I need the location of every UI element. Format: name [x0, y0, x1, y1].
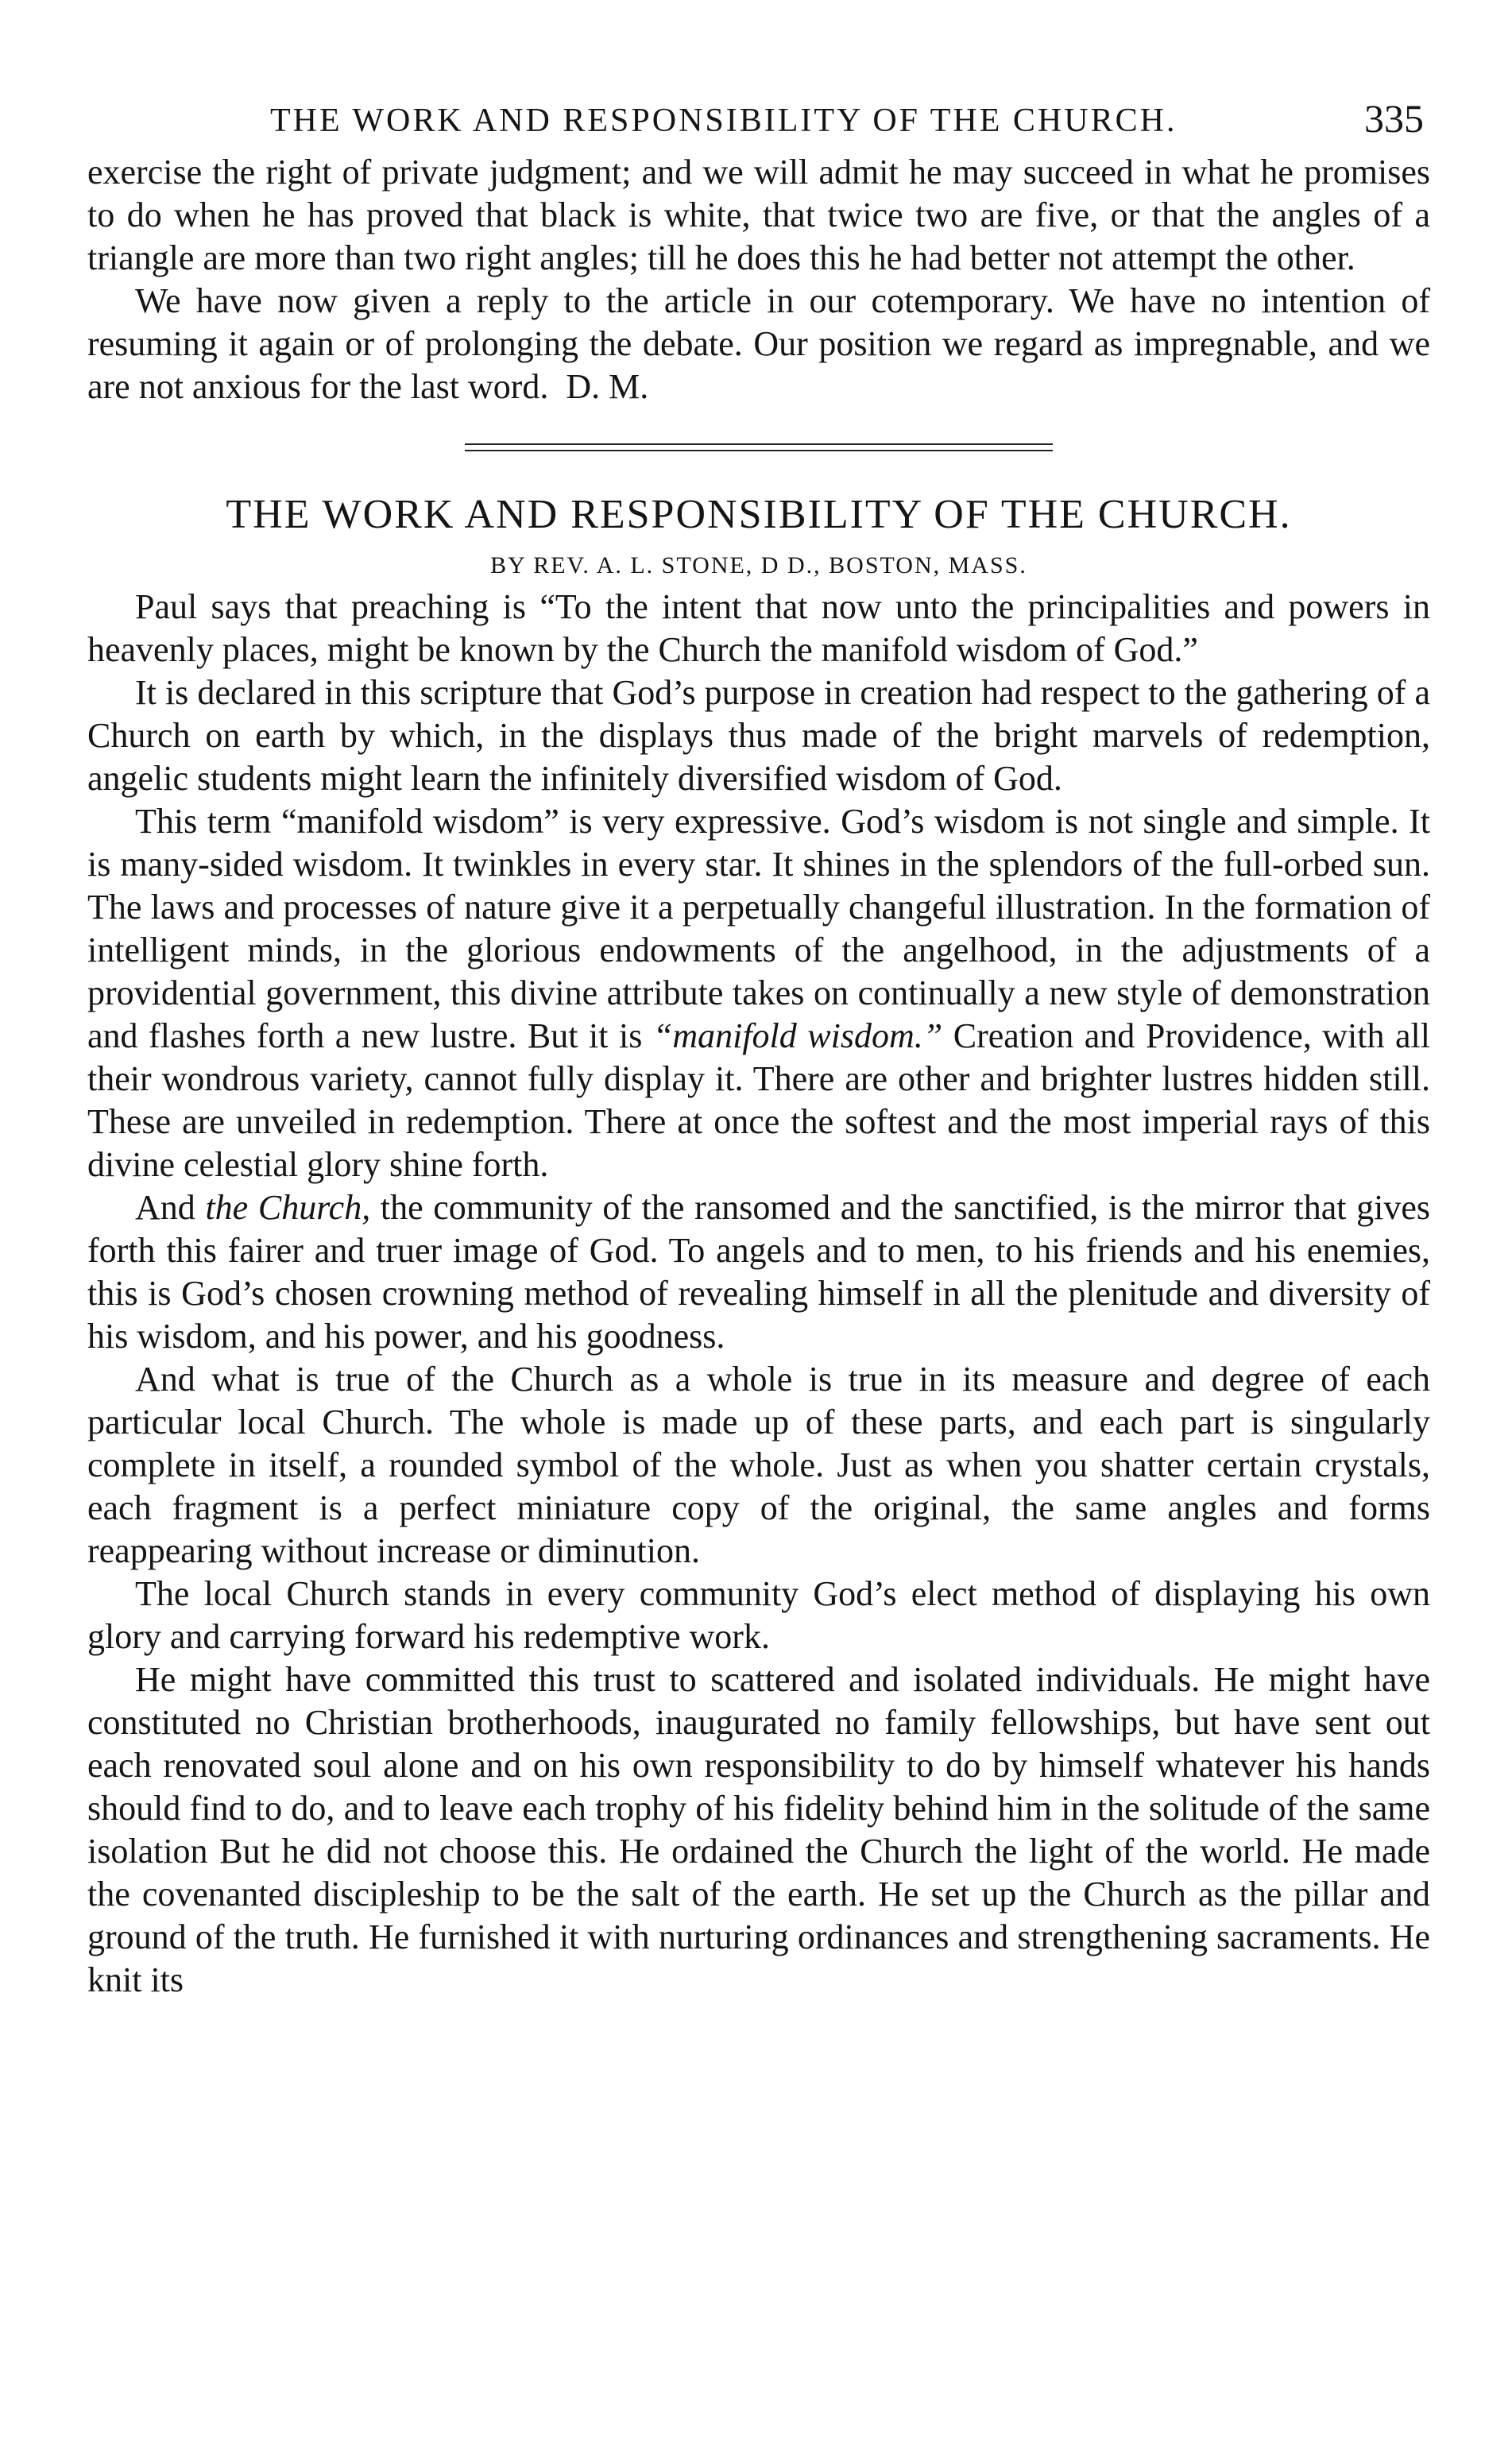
article-paragraph [87, 1186, 1430, 1358]
paragraph-text: the community of the ransomed and the sanctified, is the mirror that gives forth this fairer and truer image of God. To angels and to men, to his friends and his enemies, this is God’s chosen crowning method of revealing himself in all the plenitude and diversity of his wisdom, and his power, and his goodness. [87, 1188, 1431, 1356]
running-head [87, 95, 1430, 151]
book-page [87, 95, 1430, 2002]
italic-phrase: “manifold wisdom.” [652, 1016, 943, 1055]
page-number: 335 [1364, 96, 1424, 141]
prior-article-closing-paragraph [87, 280, 1430, 408]
paragraph-text: Creation and Providence, with all their wondrous variety, cannot fully display it. There are other and brighter lustres hidden still. These are unveiled in redemption. There at once the softest and the most imperial rays of this divine celestial glory shine forth. [87, 1016, 1430, 1184]
article-paragraph: He might have committed this trust to scattered and isolated individuals. He might have constituted no Christian brotherhoods, inaugurated no family fellowships, but have sent out each renovated soul alone and on his own responsibility to do by himself whatever his hands should find to do, and to leave each trophy of his fidelity behind him in the solitude of the same isolation But he did not choose this. He ordained the Church the light of the world. He made the covenanted discipleship to be the salt of the earth. He set up the Church as the pillar and ground of the truth. He furnished it with nurturing ordinances and strengthening sacraments. He knit its [87, 1660, 1430, 1999]
running-head-title: THE WORK AND RESPONSIBILITY OF THE CHURCH. [270, 103, 1178, 139]
article-title: THE WORK AND RESPONSIBILITY OF THE CHURCH. [226, 492, 1292, 537]
article-byline: BY REV. A. L. STONE, D D., BOSTON, MASS. [490, 552, 1027, 578]
article-paragraph [87, 800, 1430, 1186]
prior-article-closing-text: We have now given a reply to the article in our cotemporary. We have no intention of resuming it again or of prolonging the debate. Our position we regard as impregnable, and we are not anxious for the last word. [87, 281, 1430, 406]
paragraph-text: And [135, 1188, 195, 1227]
article-paragraph: And what is true of the Church as a whole is true in its measure and degree of each particular local Church. The whole is made up of these parts, and each part is singularly complete in itself, a rounded symbol of the whole. Just as when you shatter certain crystals, each fragment is a perfect miniature copy of the original, the same angles and forms reappearing without increase or diminution. [87, 1360, 1430, 1570]
article-paragraph: It is declared in this scripture that God’s purpose in creation had respect to the gathering of a Church on earth by which, in the displays thus made of the bright marvels of redemption, angelic students might learn the infinitely diversified wisdom of God. [87, 673, 1430, 798]
paragraph-text: This term “manifold wisdom” is very expressive. God’s wisdom is not single and simple. It is many-sided wisdom. It twinkles in every star. It shines in the splendors of the full-orbed sun. The laws and processes of nature give it a perpetually changeful illustration. In the formation of intelligent minds, in the glorious endowments of the angelhood, in the adjustments of a providential government, this divine attribute takes on continually a new style of demonstration and flashes forth a new lustre. But it is [87, 802, 1430, 1055]
article-paragraph: The local Church stands in every community God’s elect method of displaying his own glory and carrying forward his redemptive work. [87, 1574, 1430, 1656]
italic-phrase: the Church, [205, 1188, 371, 1227]
article-paragraph: Paul says that preaching is “To the intent that now unto the principalities and powers in heavenly places, might be known by the Church the manifold wisdom of God.” [87, 587, 1430, 669]
section-divider [465, 443, 1053, 451]
prior-article-signature: D. M. [566, 367, 649, 406]
prior-article-paragraph: exercise the right of private judgment; and we will admit he may succeed in what he promises to do when he has proved that black is white, that twice two are five, or that the angles of a triangle are more than two right angles; till he does this he had better not attempt the other. [87, 153, 1430, 277]
